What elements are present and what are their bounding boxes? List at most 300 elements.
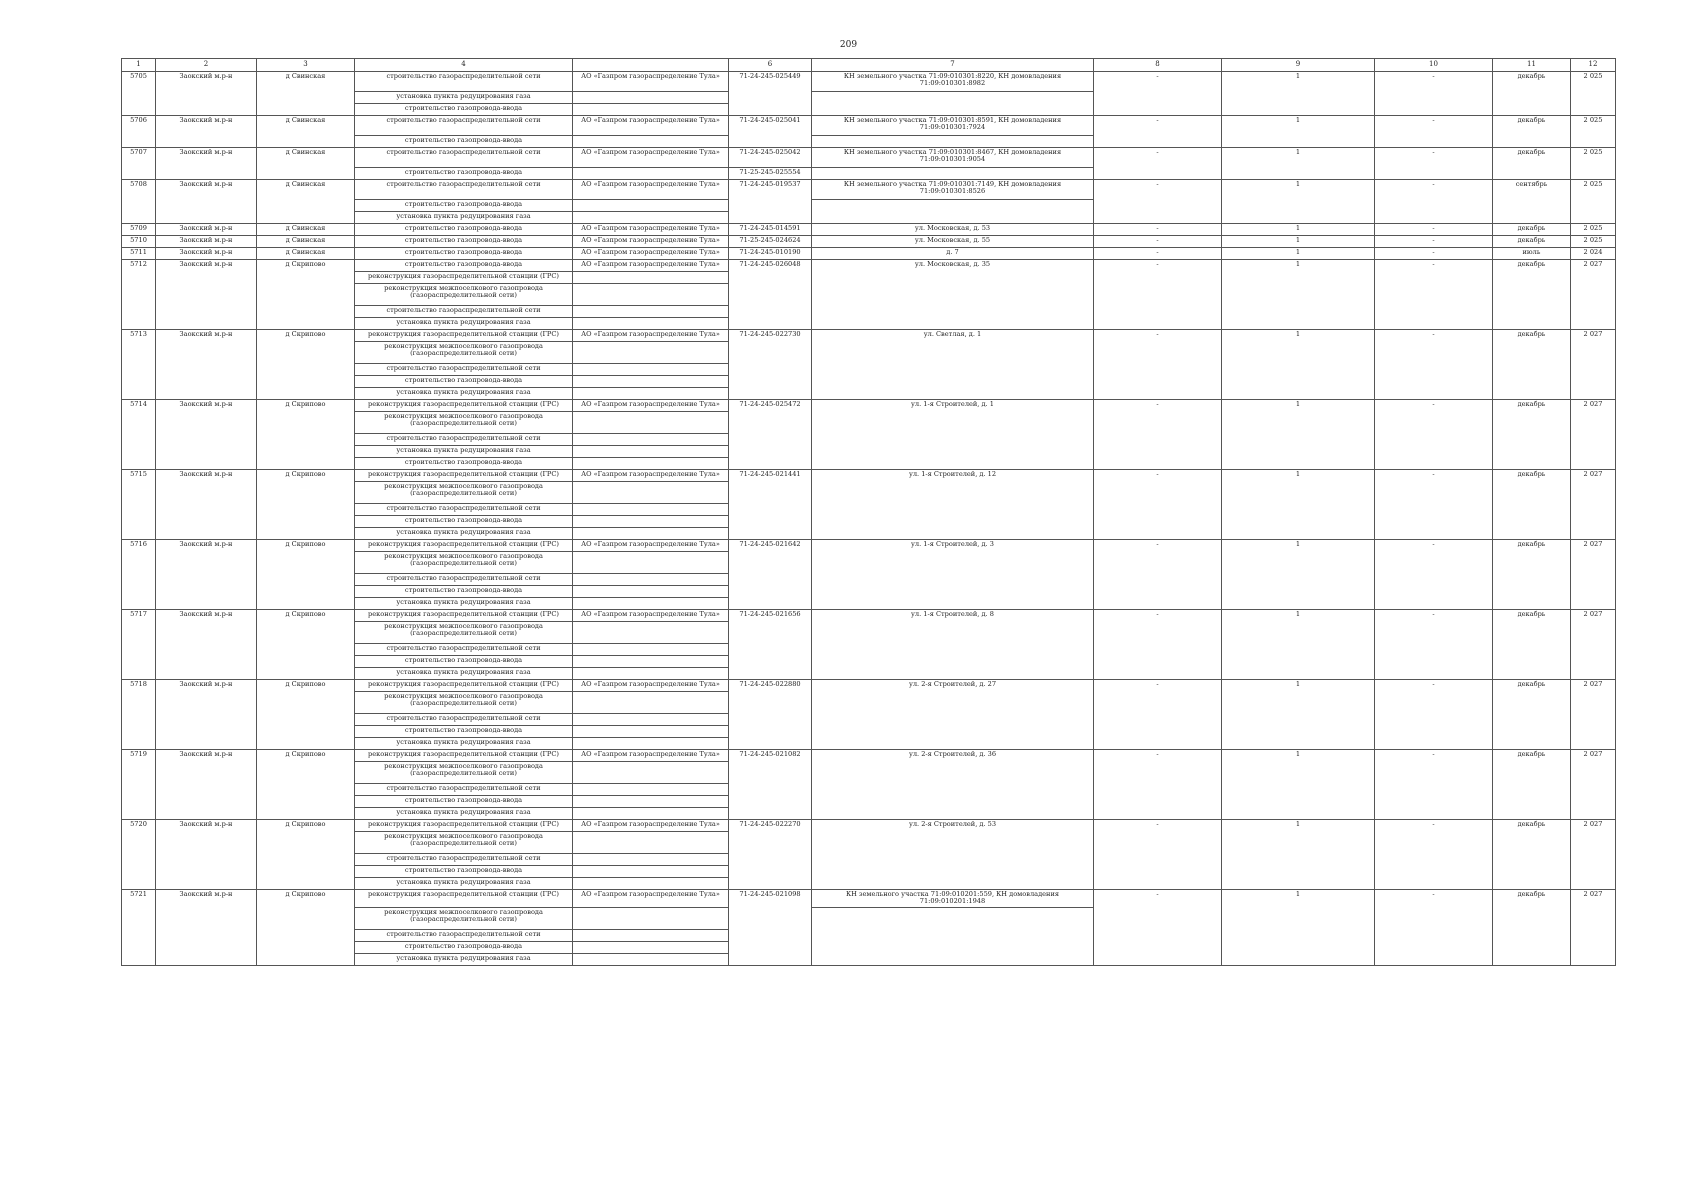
column-10-cell: - (1375, 750, 1493, 820)
work-type-cell: строительство газораспределительной сети (355, 306, 573, 318)
year-cell: 2 027 (1571, 680, 1616, 750)
work-type-cell: строительство газораспределительной сети (355, 644, 573, 656)
district-cell: Заокский м.р-н (156, 148, 257, 180)
column-header: 7 (812, 59, 1094, 72)
month-cell: декабрь (1493, 820, 1571, 890)
year-cell: 2 027 (1571, 890, 1616, 966)
month-cell: декабрь (1493, 72, 1571, 116)
work-type-cell: реконструкция газораспределительной станции (ГРС) (355, 750, 573, 762)
column-9-cell: 1 (1222, 148, 1375, 180)
work-type-cell: установка пункта редуцирования газа (355, 954, 573, 966)
locality-cell: д Свинская (257, 224, 355, 236)
address-cell: ул. Московская, д. 53 (812, 224, 1094, 236)
column-10-cell: - (1375, 820, 1493, 890)
record-number: 5712 (122, 260, 156, 330)
request-id-cell: 71-24-245-022730 (729, 330, 812, 400)
request-id-cell: 71-24-245-021082 (729, 750, 812, 820)
work-type-cell: строительство газораспределительной сети (355, 364, 573, 376)
work-type-cell: строительство газопровода-ввода (355, 104, 573, 116)
column-header: 11 (1493, 59, 1571, 72)
work-type-cell: установка пункта редуцирования газа (355, 808, 573, 820)
operator-cell: АО «Газпром газораспределение Тула» (573, 236, 729, 248)
request-id-cell: 71-24-245-025472 (729, 400, 812, 470)
column-10-cell: - (1375, 72, 1493, 116)
column-9-cell: 1 (1222, 248, 1375, 260)
year-cell: 2 027 (1571, 750, 1616, 820)
district-cell: Заокский м.р-н (156, 540, 257, 610)
year-cell: 2 027 (1571, 470, 1616, 540)
column-9-cell: 1 (1222, 236, 1375, 248)
operator-empty-cell (573, 930, 729, 942)
year-cell: 2 027 (1571, 260, 1616, 330)
district-cell: Заокский м.р-н (156, 400, 257, 470)
month-cell: июль (1493, 248, 1571, 260)
operator-empty-cell (573, 552, 729, 574)
operator-empty-cell (573, 482, 729, 504)
table-row (122, 750, 1616, 762)
work-type-cell: строительство газопровода-ввода (355, 942, 573, 954)
table-row (122, 890, 1616, 908)
operator-empty-cell (573, 668, 729, 680)
table-row (122, 610, 1616, 622)
column-header: 10 (1375, 59, 1493, 72)
year-cell: 2 025 (1571, 180, 1616, 224)
work-type-cell: реконструкция межпоселкового газопровода (газораспределительной сети) (355, 412, 573, 434)
work-type-cell: строительство газораспределительной сети (355, 784, 573, 796)
column-header: 2 (156, 59, 257, 72)
address-empty-cell (812, 908, 1094, 966)
address-empty-cell (812, 136, 1094, 148)
district-cell: Заокский м.р-н (156, 248, 257, 260)
column-header: 3 (257, 59, 355, 72)
record-number: 5705 (122, 72, 156, 116)
work-type-cell: строительство газораспределительной сети (355, 714, 573, 726)
column-header (573, 59, 729, 72)
operator-empty-cell (573, 644, 729, 656)
column-8-cell: - (1094, 400, 1222, 470)
operator-empty-cell (573, 446, 729, 458)
column-9-cell: 1 (1222, 224, 1375, 236)
request-id-cell: 71-24-245-010190 (729, 248, 812, 260)
operator-empty-cell (573, 318, 729, 330)
operator-cell: АО «Газпром газораспределение Тула» (573, 224, 729, 236)
operator-empty-cell (573, 376, 729, 388)
work-type-cell: реконструкция межпоселкового газопровода (газораспределительной сети) (355, 342, 573, 364)
work-type-cell: установка пункта редуцирования газа (355, 668, 573, 680)
district-cell: Заокский м.р-н (156, 116, 257, 148)
operator-empty-cell (573, 104, 729, 116)
work-type-cell: строительство газопровода-ввода (355, 866, 573, 878)
district-cell: Заокский м.р-н (156, 330, 257, 400)
work-type-cell: строительство газопровода-ввода (355, 260, 573, 272)
work-type-cell: реконструкция межпоселкового газопровода (газораспределительной сети) (355, 552, 573, 574)
operator-empty-cell (573, 954, 729, 966)
work-type-cell: строительство газораспределительной сети (355, 434, 573, 446)
month-cell: сентябрь (1493, 180, 1571, 224)
column-8-cell: - (1094, 680, 1222, 750)
operator-cell: АО «Газпром газораспределение Тула» (573, 820, 729, 832)
table-row (122, 540, 1616, 552)
record-number: 5710 (122, 236, 156, 248)
request-id-cell: 71-24-245-025041 (729, 116, 812, 148)
work-type-cell: реконструкция газораспределительной станции (ГРС) (355, 272, 573, 284)
column-9-cell: 1 (1222, 890, 1375, 966)
month-cell: декабрь (1493, 610, 1571, 680)
request-id-cell: 71-24-245-021441 (729, 470, 812, 540)
operator-empty-cell (573, 878, 729, 890)
column-8-cell: - (1094, 820, 1222, 890)
column-8-cell: - (1094, 248, 1222, 260)
operator-empty-cell (573, 866, 729, 878)
operator-empty-cell (573, 92, 729, 104)
address-cell: ул. Светлая, д. 1 (812, 330, 1094, 400)
locality-cell: д Скрипово (257, 470, 355, 540)
record-number: 5714 (122, 400, 156, 470)
operator-cell: АО «Газпром газораспределение Тула» (573, 890, 729, 908)
work-type-cell: строительство газопровода-ввода (355, 376, 573, 388)
operator-empty-cell (573, 136, 729, 148)
locality-cell: д Скрипово (257, 820, 355, 890)
operator-empty-cell (573, 306, 729, 318)
address-cell: ул. 1-я Строителей, д. 3 (812, 540, 1094, 610)
operator-empty-cell (573, 714, 729, 726)
column-9-cell: 1 (1222, 72, 1375, 116)
operator-cell: АО «Газпром газораспределение Тула» (573, 116, 729, 136)
address-cell: ул. 1-я Строителей, д. 12 (812, 470, 1094, 540)
request-id-cell: 71-25-245-024624 (729, 236, 812, 248)
table-row (122, 248, 1616, 260)
column-8-cell: - (1094, 260, 1222, 330)
work-type-cell: строительство газораспределительной сети (355, 116, 573, 136)
work-type-cell: строительство газораспределительной сети (355, 574, 573, 586)
record-number: 5708 (122, 180, 156, 224)
operator-empty-cell (573, 832, 729, 854)
table-row (122, 236, 1616, 248)
locality-cell: д Свинская (257, 248, 355, 260)
work-type-cell: реконструкция газораспределительной станции (ГРС) (355, 470, 573, 482)
column-9-cell: 1 (1222, 820, 1375, 890)
request-id-cell: 71-24-245-014591 (729, 224, 812, 236)
operator-empty-cell (573, 796, 729, 808)
month-cell: декабрь (1493, 470, 1571, 540)
work-type-cell: реконструкция газораспределительной станции (ГРС) (355, 540, 573, 552)
district-cell: Заокский м.р-н (156, 750, 257, 820)
year-cell: 2 025 (1571, 236, 1616, 248)
work-type-cell: реконструкция межпоселкового газопровода (газораспределительной сети) (355, 762, 573, 784)
locality-cell: д Скрипово (257, 890, 355, 966)
operator-cell: АО «Газпром газораспределение Тула» (573, 680, 729, 692)
work-type-cell: установка пункта редуцирования газа (355, 878, 573, 890)
year-cell: 2 025 (1571, 72, 1616, 116)
month-cell: декабрь (1493, 330, 1571, 400)
year-cell: 2 025 (1571, 224, 1616, 236)
work-type-cell: реконструкция межпоселкового газопровода (газораспределительной сети) (355, 908, 573, 930)
locality-cell: д Скрипово (257, 750, 355, 820)
work-type-cell: установка пункта редуцирования газа (355, 92, 573, 104)
work-type-cell: реконструкция газораспределительной станции (ГРС) (355, 400, 573, 412)
column-header: 6 (729, 59, 812, 72)
column-9-cell: 1 (1222, 180, 1375, 224)
column-8-cell: - (1094, 72, 1222, 116)
locality-cell: д Свинская (257, 180, 355, 224)
record-number: 5711 (122, 248, 156, 260)
record-number: 5721 (122, 890, 156, 966)
work-type-cell: реконструкция газораспределительной станции (ГРС) (355, 680, 573, 692)
column-10-cell: - (1375, 330, 1493, 400)
district-cell: Заокский м.р-н (156, 610, 257, 680)
operator-empty-cell (573, 854, 729, 866)
address-cell: д. 7 (812, 248, 1094, 260)
work-type-cell: установка пункта редуцирования газа (355, 738, 573, 750)
operator-empty-cell (573, 656, 729, 668)
operator-empty-cell (573, 284, 729, 306)
work-type-cell: установка пункта редуцирования газа (355, 388, 573, 400)
column-header-row (122, 59, 1616, 72)
month-cell: декабрь (1493, 540, 1571, 610)
district-cell: Заокский м.р-н (156, 72, 257, 116)
address-cell: ул. 1-я Строителей, д. 8 (812, 610, 1094, 680)
month-cell: декабрь (1493, 890, 1571, 966)
column-10-cell: - (1375, 680, 1493, 750)
operator-empty-cell (573, 528, 729, 540)
operator-empty-cell (573, 586, 729, 598)
column-10-cell: - (1375, 890, 1493, 966)
work-type-cell: строительство газораспределительной сети (355, 504, 573, 516)
locality-cell: д Скрипово (257, 260, 355, 330)
district-cell: Заокский м.р-н (156, 470, 257, 540)
operator-empty-cell (573, 942, 729, 954)
district-cell: Заокский м.р-н (156, 890, 257, 966)
operator-empty-cell (573, 364, 729, 376)
column-10-cell: - (1375, 248, 1493, 260)
district-cell: Заокский м.р-н (156, 680, 257, 750)
column-10-cell: - (1375, 610, 1493, 680)
address-cell: ул. Московская, д. 35 (812, 260, 1094, 330)
operator-empty-cell (573, 412, 729, 434)
work-type-cell: реконструкция межпоселкового газопровода (газораспределительной сети) (355, 692, 573, 714)
work-type-cell: строительство газораспределительной сети (355, 148, 573, 168)
locality-cell: д Свинская (257, 148, 355, 180)
work-type-cell: реконструкция газораспределительной станции (ГРС) (355, 330, 573, 342)
table-row (122, 72, 1616, 92)
work-type-cell: строительство газопровода-ввода (355, 236, 573, 248)
year-cell: 2 027 (1571, 330, 1616, 400)
work-type-cell: реконструкция межпоселкового газопровода (газораспределительной сети) (355, 832, 573, 854)
district-cell: Заокский м.р-н (156, 224, 257, 236)
work-type-cell: установка пункта редуцирования газа (355, 212, 573, 224)
address-cell: ул. 2-я Строителей, д. 53 (812, 820, 1094, 890)
address-cell: ул. 2-я Строителей, д. 27 (812, 680, 1094, 750)
operator-cell: АО «Газпром газораспределение Тула» (573, 180, 729, 200)
district-cell: Заокский м.р-н (156, 260, 257, 330)
operator-cell: АО «Газпром газораспределение Тула» (573, 400, 729, 412)
year-cell: 2 025 (1571, 116, 1616, 148)
operator-cell: АО «Газпром газораспределение Тула» (573, 750, 729, 762)
column-9-cell: 1 (1222, 330, 1375, 400)
month-cell: декабрь (1493, 236, 1571, 248)
column-10-cell: - (1375, 148, 1493, 180)
month-cell: декабрь (1493, 116, 1571, 148)
request-id-cell: 71-25-245-025554 (729, 168, 812, 180)
column-10-cell: - (1375, 260, 1493, 330)
column-9-cell: 1 (1222, 610, 1375, 680)
column-8-cell: - (1094, 148, 1222, 180)
work-type-cell: строительство газопровода-ввода (355, 224, 573, 236)
address-empty-cell (812, 200, 1094, 224)
work-type-cell: установка пункта редуцирования газа (355, 318, 573, 330)
operator-cell: АО «Газпром газораспределение Тула» (573, 330, 729, 342)
request-id-cell: 71-24-245-022270 (729, 820, 812, 890)
work-type-cell: реконструкция газораспределительной станции (ГРС) (355, 610, 573, 622)
month-cell: декабрь (1493, 148, 1571, 180)
operator-empty-cell (573, 504, 729, 516)
table-row (122, 470, 1616, 482)
column-9-cell: 1 (1222, 680, 1375, 750)
column-header: 8 (1094, 59, 1222, 72)
request-id-cell: 71-24-245-021656 (729, 610, 812, 680)
table-row (122, 330, 1616, 342)
work-type-cell: реконструкция межпоселкового газопровода (газораспределительной сети) (355, 622, 573, 644)
request-id-cell: 71-24-245-026048 (729, 260, 812, 330)
table-row (122, 180, 1616, 200)
operator-empty-cell (573, 516, 729, 528)
operator-empty-cell (573, 808, 729, 820)
locality-cell: д Скрипово (257, 540, 355, 610)
month-cell: декабрь (1493, 680, 1571, 750)
operator-empty-cell (573, 762, 729, 784)
record-number: 5720 (122, 820, 156, 890)
work-type-cell: строительство газопровода-ввода (355, 586, 573, 598)
column-8-cell: - (1094, 890, 1222, 966)
table-row (122, 224, 1616, 236)
operator-empty-cell (573, 168, 729, 180)
year-cell: 2 027 (1571, 820, 1616, 890)
column-9-cell: 1 (1222, 540, 1375, 610)
work-type-cell: реконструкция газораспределительной станции (ГРС) (355, 820, 573, 832)
column-9-cell: 1 (1222, 470, 1375, 540)
district-cell: Заокский м.р-н (156, 820, 257, 890)
operator-empty-cell (573, 726, 729, 738)
month-cell: декабрь (1493, 400, 1571, 470)
column-10-cell: - (1375, 224, 1493, 236)
operator-cell: АО «Газпром газораспределение Тула» (573, 148, 729, 168)
request-id-cell: 71-24-245-021642 (729, 540, 812, 610)
column-10-cell: - (1375, 180, 1493, 224)
locality-cell: д Скрипово (257, 400, 355, 470)
page-number: 209 (839, 40, 858, 50)
gasification-table (121, 58, 1616, 966)
work-type-cell: строительство газопровода-ввода (355, 796, 573, 808)
table-row (122, 116, 1616, 136)
request-id-cell: 71-24-245-021098 (729, 890, 812, 966)
locality-cell: д Скрипово (257, 330, 355, 400)
column-header: 12 (1571, 59, 1616, 72)
operator-cell: АО «Газпром газораспределение Тула» (573, 72, 729, 92)
column-8-cell: - (1094, 236, 1222, 248)
year-cell: 2 027 (1571, 400, 1616, 470)
column-8-cell: - (1094, 610, 1222, 680)
year-cell: 2 027 (1571, 540, 1616, 610)
column-9-cell: 1 (1222, 750, 1375, 820)
record-number: 5709 (122, 224, 156, 236)
district-cell: Заокский м.р-н (156, 236, 257, 248)
work-type-cell: реконструкция газораспределительной станции (ГРС) (355, 890, 573, 908)
record-number: 5706 (122, 116, 156, 148)
work-type-cell: установка пункта редуцирования газа (355, 528, 573, 540)
record-number: 5713 (122, 330, 156, 400)
locality-cell: д Скрипово (257, 680, 355, 750)
operator-cell: АО «Газпром газораспределение Тула» (573, 260, 729, 272)
request-id-cell: 71-24-245-025042 (729, 148, 812, 168)
operator-empty-cell (573, 212, 729, 224)
work-type-cell: строительство газопровода-ввода (355, 726, 573, 738)
operator-cell: АО «Газпром газораспределение Тула» (573, 248, 729, 260)
request-id-cell: 71-24-245-019537 (729, 180, 812, 224)
work-type-cell: строительство газораспределительной сети (355, 180, 573, 200)
work-type-cell: строительство газопровода-ввода (355, 656, 573, 668)
operator-empty-cell (573, 342, 729, 364)
operator-empty-cell (573, 598, 729, 610)
column-9-cell: 1 (1222, 400, 1375, 470)
work-type-cell: строительство газопровода-ввода (355, 516, 573, 528)
operator-empty-cell (573, 908, 729, 930)
column-10-cell: - (1375, 540, 1493, 610)
operator-empty-cell (573, 784, 729, 796)
column-header: 1 (122, 59, 156, 72)
address-empty-cell (812, 168, 1094, 180)
column-8-cell: - (1094, 750, 1222, 820)
table-row (122, 148, 1616, 168)
operator-empty-cell (573, 200, 729, 212)
record-number: 5719 (122, 750, 156, 820)
work-type-cell: строительство газопровода-ввода (355, 200, 573, 212)
column-10-cell: - (1375, 116, 1493, 148)
request-id-cell: 71-24-245-022880 (729, 680, 812, 750)
locality-cell: д Скрипово (257, 610, 355, 680)
month-cell: декабрь (1493, 750, 1571, 820)
table-row (122, 400, 1616, 412)
column-9-cell: 1 (1222, 116, 1375, 148)
operator-cell: АО «Газпром газораспределение Тула» (573, 610, 729, 622)
column-10-cell: - (1375, 400, 1493, 470)
operator-empty-cell (573, 388, 729, 400)
operator-empty-cell (573, 622, 729, 644)
operator-empty-cell (573, 458, 729, 470)
locality-cell: д Свинская (257, 116, 355, 148)
column-8-cell: - (1094, 116, 1222, 148)
request-id-cell: 71-24-245-025449 (729, 72, 812, 116)
work-type-cell: строительство газораспределительной сети (355, 72, 573, 92)
record-number: 5715 (122, 470, 156, 540)
address-cell: ул. 1-я Строителей, д. 1 (812, 400, 1094, 470)
column-header: 4 (355, 59, 573, 72)
district-cell: Заокский м.р-н (156, 180, 257, 224)
column-header: 9 (1222, 59, 1375, 72)
record-number: 5716 (122, 540, 156, 610)
address-cell: КН земельного участка 71:09:010301:8591, КН домовладения 71:09:010301:7924 (812, 116, 1094, 136)
address-cell: ул. Московская, д. 55 (812, 236, 1094, 248)
year-cell: 2 025 (1571, 148, 1616, 180)
record-number: 5707 (122, 148, 156, 180)
operator-cell: АО «Газпром газораспределение Тула» (573, 540, 729, 552)
locality-cell: д Свинская (257, 72, 355, 116)
operator-cell: АО «Газпром газораспределение Тула» (573, 470, 729, 482)
address-cell: КН земельного участка 71:09:010201:559, КН домовладения 71:09:010201:1948 (812, 890, 1094, 908)
operator-empty-cell (573, 738, 729, 750)
year-cell: 2 027 (1571, 610, 1616, 680)
column-8-cell: - (1094, 540, 1222, 610)
address-cell: КН земельного участка 71:09:010301:7149, КН домовладения 71:09:010301:8526 (812, 180, 1094, 200)
